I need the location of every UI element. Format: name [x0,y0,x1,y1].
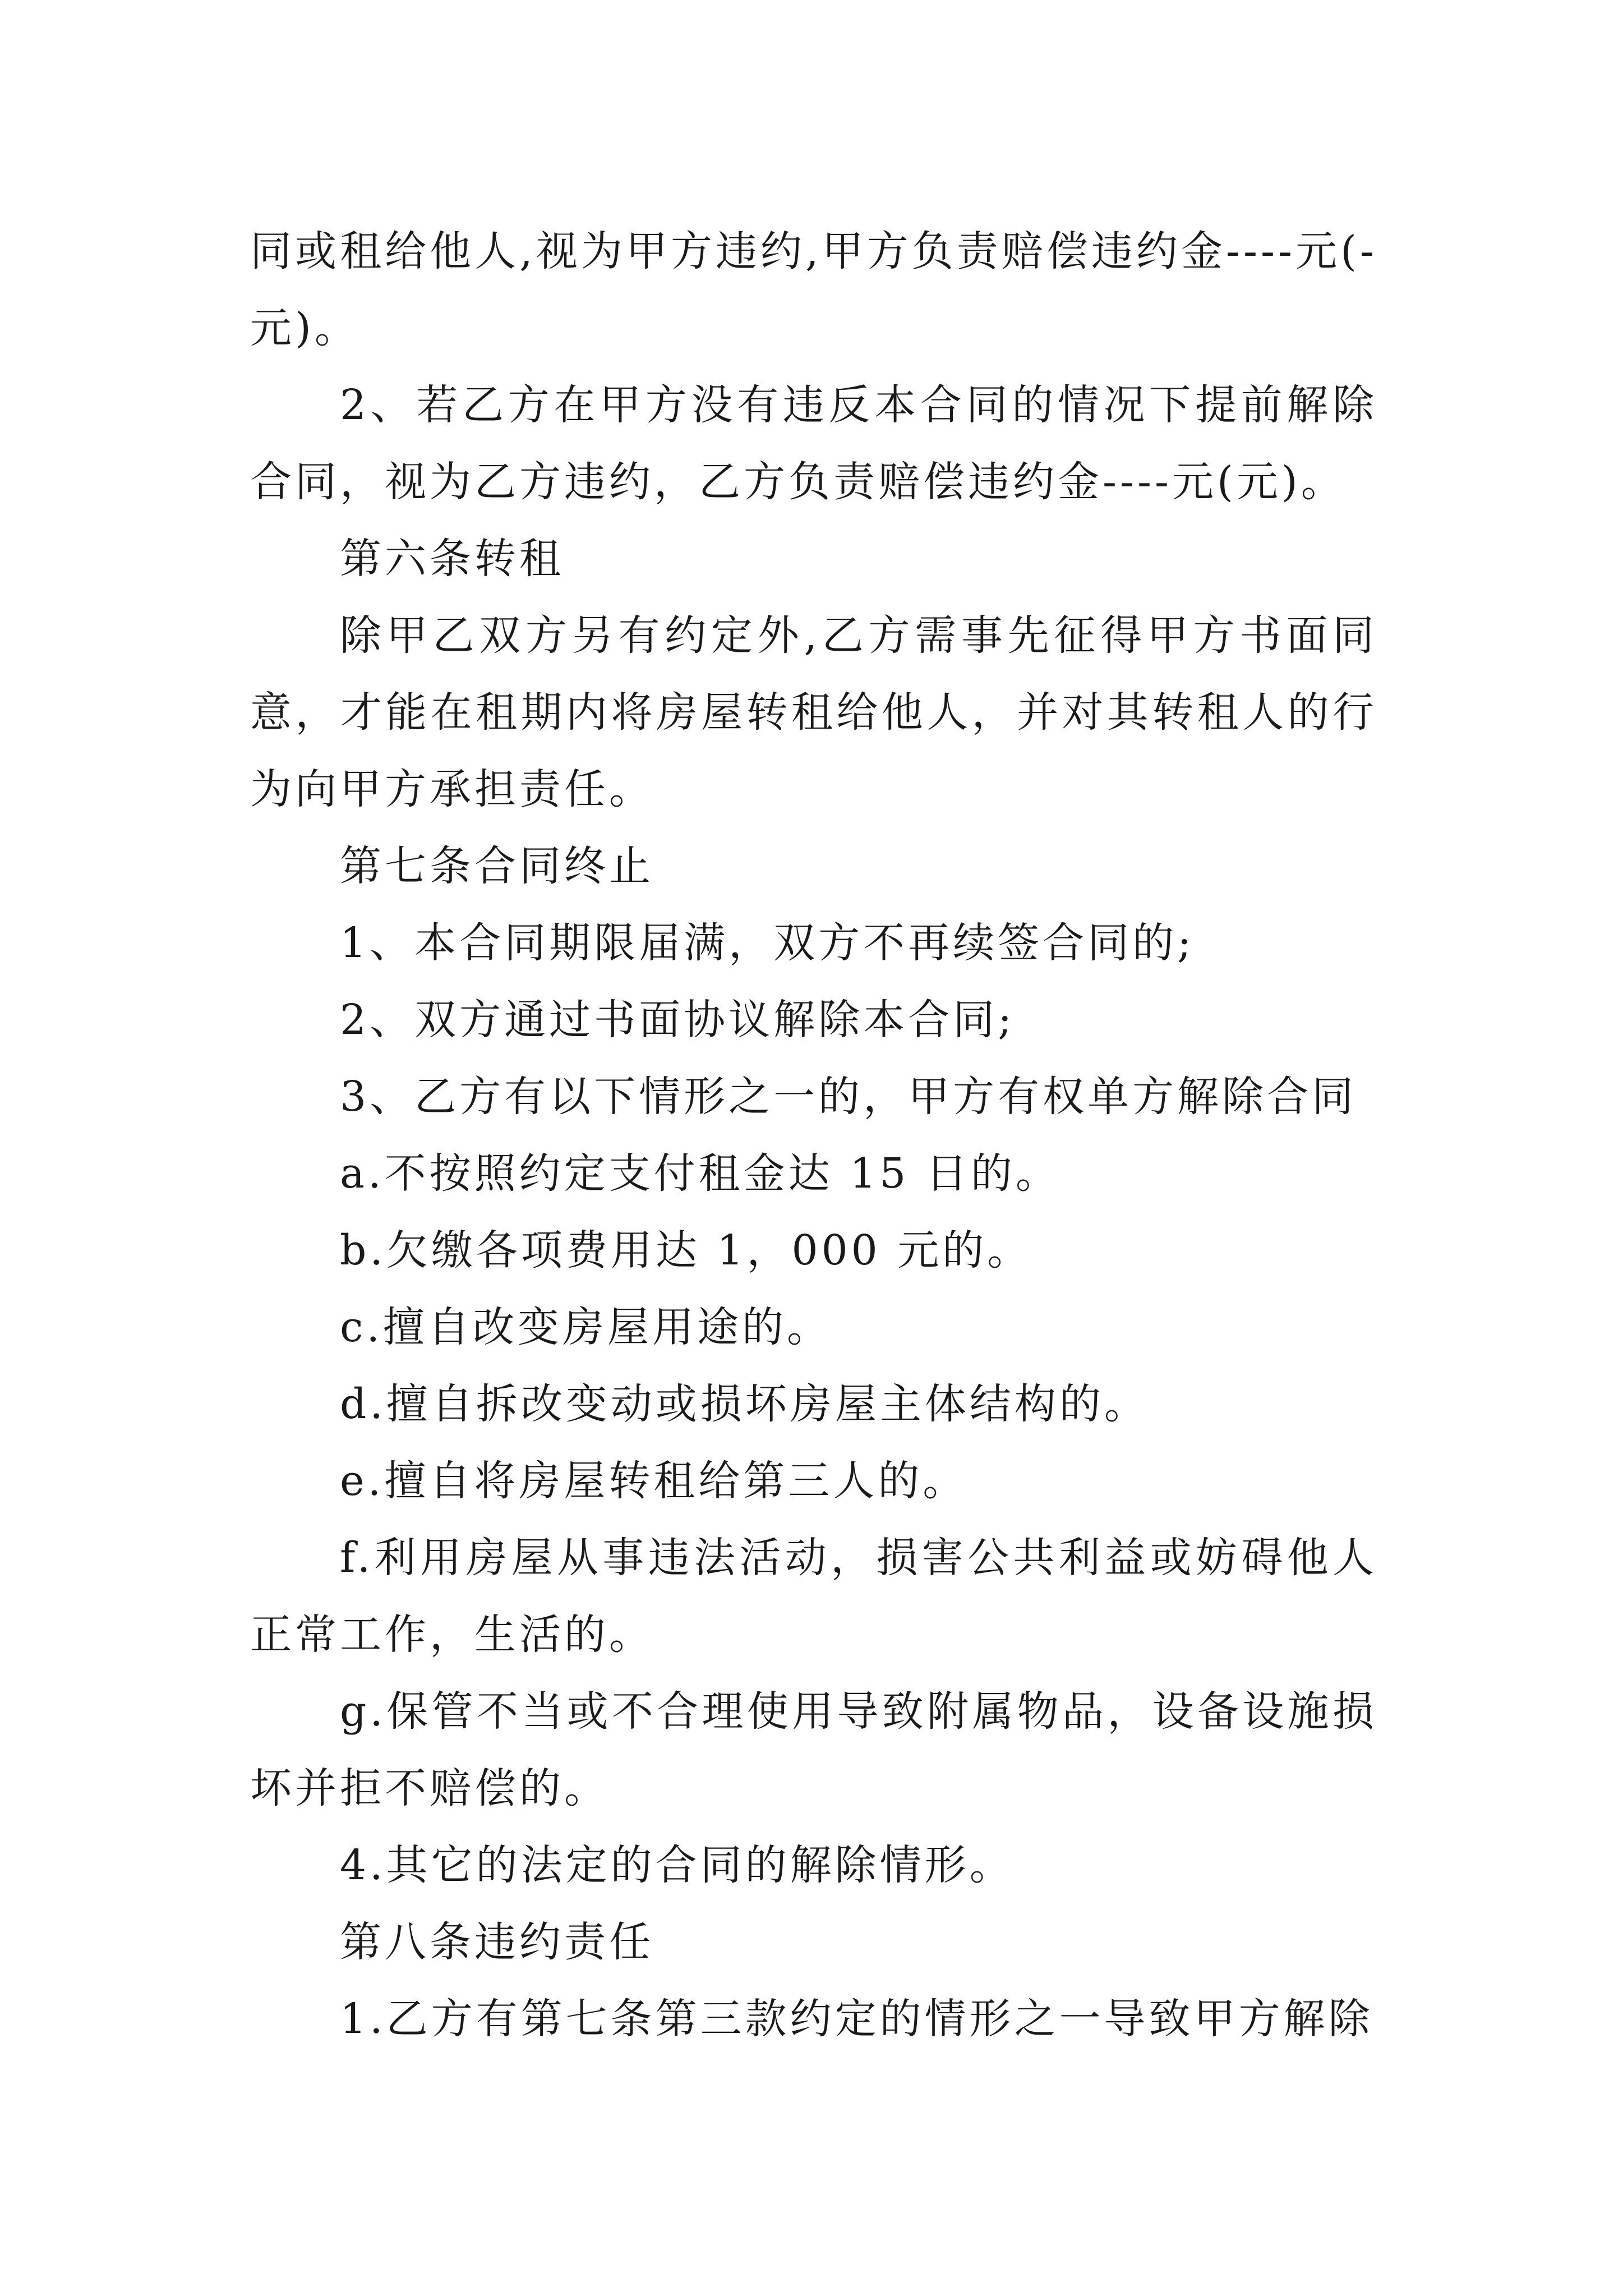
heading-article-6-sublease: 第六条转租 [340,535,564,583]
list-item-termination-1: 1、本合同期限届满，双方不再续签合同的; [340,919,1195,967]
paragraph-breach-tenant: 2、若乙方在甲方没有违反本合同的情况下提前解除合同，视为乙方违约，乙方负责赔偿违约金----元(元)。 [250,381,1377,506]
list-item-termination-3e: e.擅自将房屋转租给第三人的。 [340,1457,968,1505]
heading-article-8-liability: 第八条违约责任 [340,1918,654,1966]
list-item-termination-3: 3、乙方有以下情形之一的，甲方有权单方解除合同 [340,1073,1357,1121]
list-item-termination-3d: d.擅自拆改变动或损坏房屋主体结构的。 [340,1380,1149,1428]
list-item-termination-3c: c.擅自改变房屋用途的。 [340,1303,832,1351]
paragraph-liability-1: 1.乙方有第七条第三款约定的情形之一导致甲方解除 [340,1995,1373,2043]
list-item-termination-2: 2、双方通过书面协议解除本合同; [340,996,1016,1044]
list-item-termination-3a: a.不按照约定支付租金达 15 日的。 [340,1149,1061,1198]
list-item-termination-3g: g.保管不当或不合理使用导致附属物品，设备设施损坏并拒不赔偿的。 [250,1687,1377,1812]
document-body [250,213,1377,2058]
list-item-termination-4: 4.其它的法定的合同的解除情形。 [340,1841,1015,1889]
paragraph-sublease-terms: 除甲乙双方另有约定外,乙方需事先征得甲方书面同意，才能在租期内将房屋转租给他人，并对其转租人的行为向甲方承担责任。 [250,611,1377,813]
list-item-termination-3b: b.欠缴各项费用达 1，000 元的。 [340,1226,1032,1274]
list-item-termination-3f: f.利用房屋从事违法活动，损害公共利益或妨碍他人正常工作，生活的。 [250,1534,1377,1659]
paragraph-breach-landlord-continued: 同或租给他人,视为甲方违约,甲方负责赔偿违约金----元(-元)。 [250,227,1377,352]
heading-article-7-termination: 第七条合同终止 [340,842,654,890]
